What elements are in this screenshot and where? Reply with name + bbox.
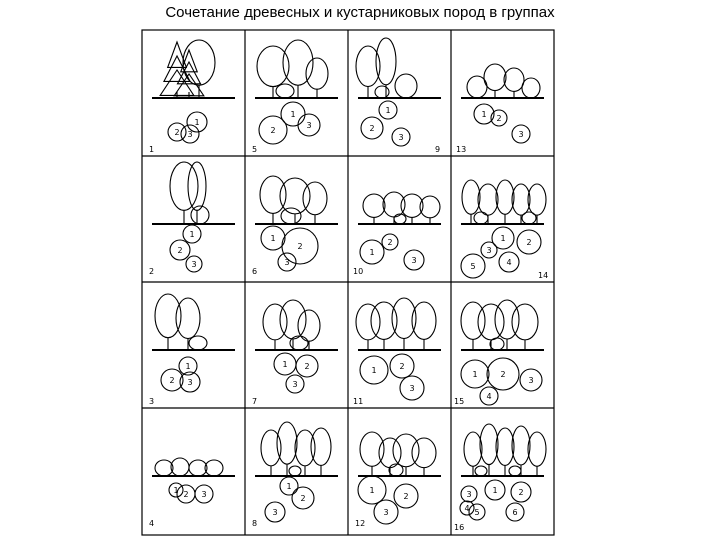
panel-number: 9: [435, 145, 441, 154]
shrub-crown: [522, 212, 536, 224]
tree-crown: [176, 298, 200, 339]
plan-circle-label: 3: [409, 384, 415, 393]
shrub-crown: [276, 84, 294, 98]
plan-circle-label: 2: [177, 246, 183, 255]
plan-circle-label: 2: [270, 126, 276, 135]
plan-circle-label: 1: [385, 106, 391, 115]
tree-crown: [356, 304, 380, 340]
plan-circle-label: 3: [191, 260, 197, 269]
plan-circle-label: 2: [403, 492, 409, 501]
plan-circle-label: 1: [369, 486, 375, 495]
tree-crown: [478, 304, 504, 340]
plan-circle-label: 4: [486, 392, 492, 401]
panel-number: 12: [355, 519, 366, 528]
plan-circle-label: 6: [512, 508, 518, 517]
shrub-crown: [475, 466, 487, 476]
plan-circle-label: 3: [187, 378, 193, 387]
planting-scheme-panel: [454, 424, 546, 532]
plan-circle-label: 2: [399, 362, 405, 371]
shrub-crown: [281, 208, 301, 224]
tree-crown: [496, 428, 514, 465]
plan-circle-label: 2: [369, 124, 375, 133]
shrub-crown: [171, 458, 189, 476]
plan-circle-label: 1: [500, 234, 506, 243]
planting-scheme-panel: [252, 40, 338, 154]
tree-crown: [480, 424, 498, 465]
plan-circle-label: 5: [470, 262, 476, 271]
tree-crown: [311, 428, 331, 465]
tree-crown: [496, 180, 514, 214]
tree-crown: [363, 194, 385, 217]
plan-circle-label: 2: [496, 114, 502, 123]
plan-circle-label: 2: [500, 370, 506, 379]
tree-crown: [371, 302, 397, 339]
panel-number: 5: [252, 145, 258, 154]
planting-scheme-panel: [252, 176, 338, 276]
shrub-crown: [509, 466, 521, 476]
plan-circle-label: 1: [290, 110, 296, 119]
planting-scheme-panel: [353, 192, 441, 276]
planting-scheme-panel: [252, 422, 338, 528]
plan-circle-label: 1: [185, 362, 191, 371]
tree-crown: [277, 422, 297, 464]
tree-crown: [512, 426, 530, 465]
panel-number: 1: [149, 145, 155, 154]
plan-circle-label: 3: [398, 133, 404, 142]
shrub-crown: [474, 212, 488, 224]
plan-circle-label: 2: [297, 242, 303, 251]
tree-crown: [512, 184, 530, 215]
plan-circle-label: 2: [300, 494, 306, 503]
panel-number: 14: [538, 271, 549, 280]
tree-crown: [280, 300, 306, 339]
plan-circle-label: 2: [169, 376, 175, 385]
shrub-crown: [189, 460, 207, 476]
panel-number: 7: [252, 397, 258, 406]
panel-number: 13: [456, 145, 467, 154]
plan-circle-label: 1: [286, 482, 292, 491]
shrub-crown: [490, 338, 504, 350]
panel-number: 10: [353, 267, 364, 276]
planting-scheme-panel: [149, 294, 235, 406]
plan-circle-label: 3: [518, 130, 524, 139]
plan-circle-label: 3: [383, 508, 389, 517]
panel-number: 3: [149, 397, 155, 406]
tree-crown: [263, 304, 287, 340]
tree-crown: [188, 162, 206, 210]
panel-number: 8: [252, 519, 258, 528]
plan-circle-label: 1: [492, 486, 498, 495]
planting-scheme-panel: [149, 458, 235, 528]
plan-circle-label: 2: [304, 362, 310, 371]
plan-circle-label: 3: [284, 258, 290, 267]
plan-circle-label: 4: [506, 258, 512, 267]
planting-scheme-panel: [456, 64, 544, 154]
tree-crown: [478, 184, 498, 215]
plan-circle-label: 3: [306, 121, 312, 130]
plan-circle-label: 2: [518, 488, 524, 497]
planting-scheme-panel: [149, 162, 235, 276]
tree-crown: [412, 438, 436, 468]
tree-crown: [170, 162, 198, 210]
plan-circle-label: 3: [466, 490, 472, 499]
plan-circle-label: 1: [270, 234, 276, 243]
plan-circle-label: 3: [187, 130, 193, 139]
tree-crown: [462, 180, 480, 214]
plan-circle-label: 3: [486, 246, 492, 255]
plan-circle-label: 2: [174, 128, 180, 137]
tree-crown: [528, 184, 546, 215]
tree-crown: [260, 176, 286, 213]
tree-crown: [303, 182, 327, 215]
tree-crown: [376, 38, 396, 85]
panel-number: 2: [149, 267, 155, 276]
shrub-crown: [375, 86, 389, 98]
plan-circle-label: 1: [282, 360, 288, 369]
plan-circle-label: 1: [472, 370, 478, 379]
shrub-crown: [522, 78, 540, 98]
tree-crown: [306, 58, 328, 89]
plan-circle-label: 1: [371, 366, 377, 375]
plan-circle-label: 2: [526, 238, 532, 247]
panel-number: 4: [149, 519, 155, 528]
plan-circle-label: 1: [173, 486, 179, 495]
tree-crown: [283, 40, 313, 85]
planting-scheme-panel: [355, 432, 441, 528]
plan-circle-label: 1: [369, 248, 375, 257]
plan-circle-label: 2: [387, 238, 393, 247]
planting-scheme-panel: [461, 180, 548, 280]
planting-scheme-panel: [454, 300, 544, 406]
planting-scheme-panel: [149, 40, 235, 154]
panel-number: 6: [252, 267, 258, 276]
plan-circle-label: 3: [292, 380, 298, 389]
tree-crown: [383, 192, 405, 217]
plan-circle-label: 3: [201, 490, 207, 499]
plan-circle-label: 3: [411, 256, 417, 265]
tree-crown: [155, 294, 181, 338]
panel-number: 16: [454, 523, 465, 532]
planting-scheme-panel: [252, 300, 338, 406]
plan-circle-label: 3: [528, 376, 534, 385]
page-title: Сочетание древесных и кустарниковых пород в группах: [165, 4, 555, 21]
shrub-crown: [189, 336, 207, 350]
panel-number: 11: [353, 397, 364, 406]
tree-crown: [512, 304, 538, 340]
shrub-crown: [289, 466, 301, 476]
tree-crown: [528, 432, 546, 466]
tree-crown: [484, 64, 506, 91]
planting-scheme-panel: [353, 298, 441, 406]
tree-crown: [183, 40, 215, 85]
planting-scheme-panel: [356, 38, 441, 154]
plan-circle-label: 2: [183, 490, 189, 499]
panel-number: 15: [454, 397, 465, 406]
tree-crown: [464, 432, 482, 466]
shrub-crown: [155, 460, 173, 476]
plan-circle-label: 4: [464, 504, 470, 513]
tree-crown: [504, 68, 524, 91]
plan-circle-label: 1: [481, 110, 487, 119]
plan-circle-label: 5: [474, 508, 480, 517]
plan-circle-label: 3: [272, 508, 278, 517]
plan-circle-label: 1: [194, 118, 200, 127]
tree-crown: [295, 430, 315, 466]
shrub-crown: [395, 74, 417, 98]
plan-circle-label: 1: [189, 230, 195, 239]
shrub-crown: [205, 460, 223, 476]
